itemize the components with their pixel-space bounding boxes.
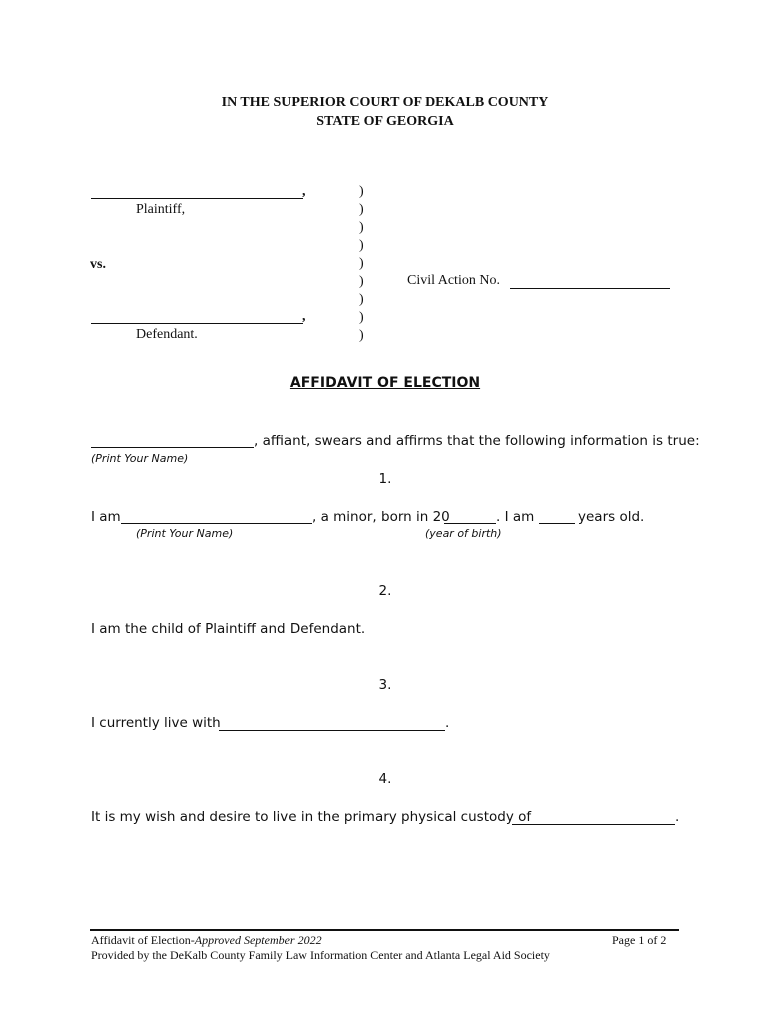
affiant-name-field[interactable] (91, 447, 254, 448)
section-number: 3. (378, 677, 392, 693)
civil-action-label: Civil Action No. (407, 273, 500, 288)
versus-label: vs. (90, 257, 106, 272)
defendant-comma: , (302, 309, 306, 324)
affiant-name-hint: (Print Your Name) (91, 452, 189, 465)
caption-paren: ) (359, 238, 364, 253)
current-residence-statement: I currently live with (91, 715, 221, 731)
caption-paren: ) (359, 256, 364, 271)
caption-paren: ) (359, 202, 364, 217)
affiant-statement: , affiant, swears and affirms that the following information is true: (254, 433, 700, 449)
caption-paren: ) (359, 292, 364, 307)
minor-name-field[interactable] (121, 523, 312, 524)
plaintiff-name-field[interactable] (91, 198, 303, 199)
custody-wish-period: . (675, 809, 680, 825)
child-of-statement: I am the child of Plaintiff and Defendant. (91, 621, 366, 637)
age-field[interactable] (539, 523, 575, 524)
court-name: IN THE SUPERIOR COURT OF DEKALB COUNTY (221, 95, 549, 110)
caption-paren: ) (359, 328, 364, 343)
caption-paren: ) (359, 274, 364, 289)
plaintiff-label: Plaintiff, (136, 202, 186, 217)
minor-statement-mid2: . I am (496, 509, 535, 525)
current-residence-field[interactable] (219, 730, 445, 731)
footer-rule (90, 929, 679, 931)
defendant-label: Defendant. (136, 327, 198, 342)
footer-doc-name (91, 933, 322, 948)
current-residence-period: . (445, 715, 450, 731)
plaintiff-comma: , (302, 184, 306, 199)
footer-approval-date: Approved September 2022 (194, 933, 322, 947)
court-state: STATE OF GEORGIA (316, 114, 454, 129)
footer-doc-title: Affidavit of Election- (91, 933, 195, 947)
minor-statement-mid: , a minor, born in 20 (312, 509, 450, 525)
caption-paren: ) (359, 220, 364, 235)
minor-name-hint: (Print Your Name) (136, 527, 234, 540)
minor-statement-prefix: I am (91, 509, 121, 525)
section-number: 4. (378, 771, 392, 787)
section-number: 1. (378, 471, 392, 487)
section-number: 2. (378, 583, 392, 599)
custody-parent-field[interactable] (512, 824, 675, 825)
caption-paren: ) (359, 184, 364, 199)
footer-provided-by: Provided by the DeKalb County Family Law Information Center and Atlanta Legal Aid Society (91, 948, 550, 962)
caption-paren: ) (359, 310, 364, 325)
minor-statement-suffix: years old. (578, 509, 645, 525)
document-title: AFFIDAVIT OF ELECTION (289, 375, 481, 391)
custody-wish-statement: It is my wish and desire to live in the primary physical custody of (91, 809, 532, 825)
defendant-name-field[interactable] (91, 323, 303, 324)
civil-action-number-field[interactable] (510, 288, 670, 289)
birth-year-field[interactable] (444, 523, 496, 524)
birth-year-hint: (year of birth) (425, 527, 502, 540)
footer-page-number: Page 1 of 2 (612, 933, 667, 947)
